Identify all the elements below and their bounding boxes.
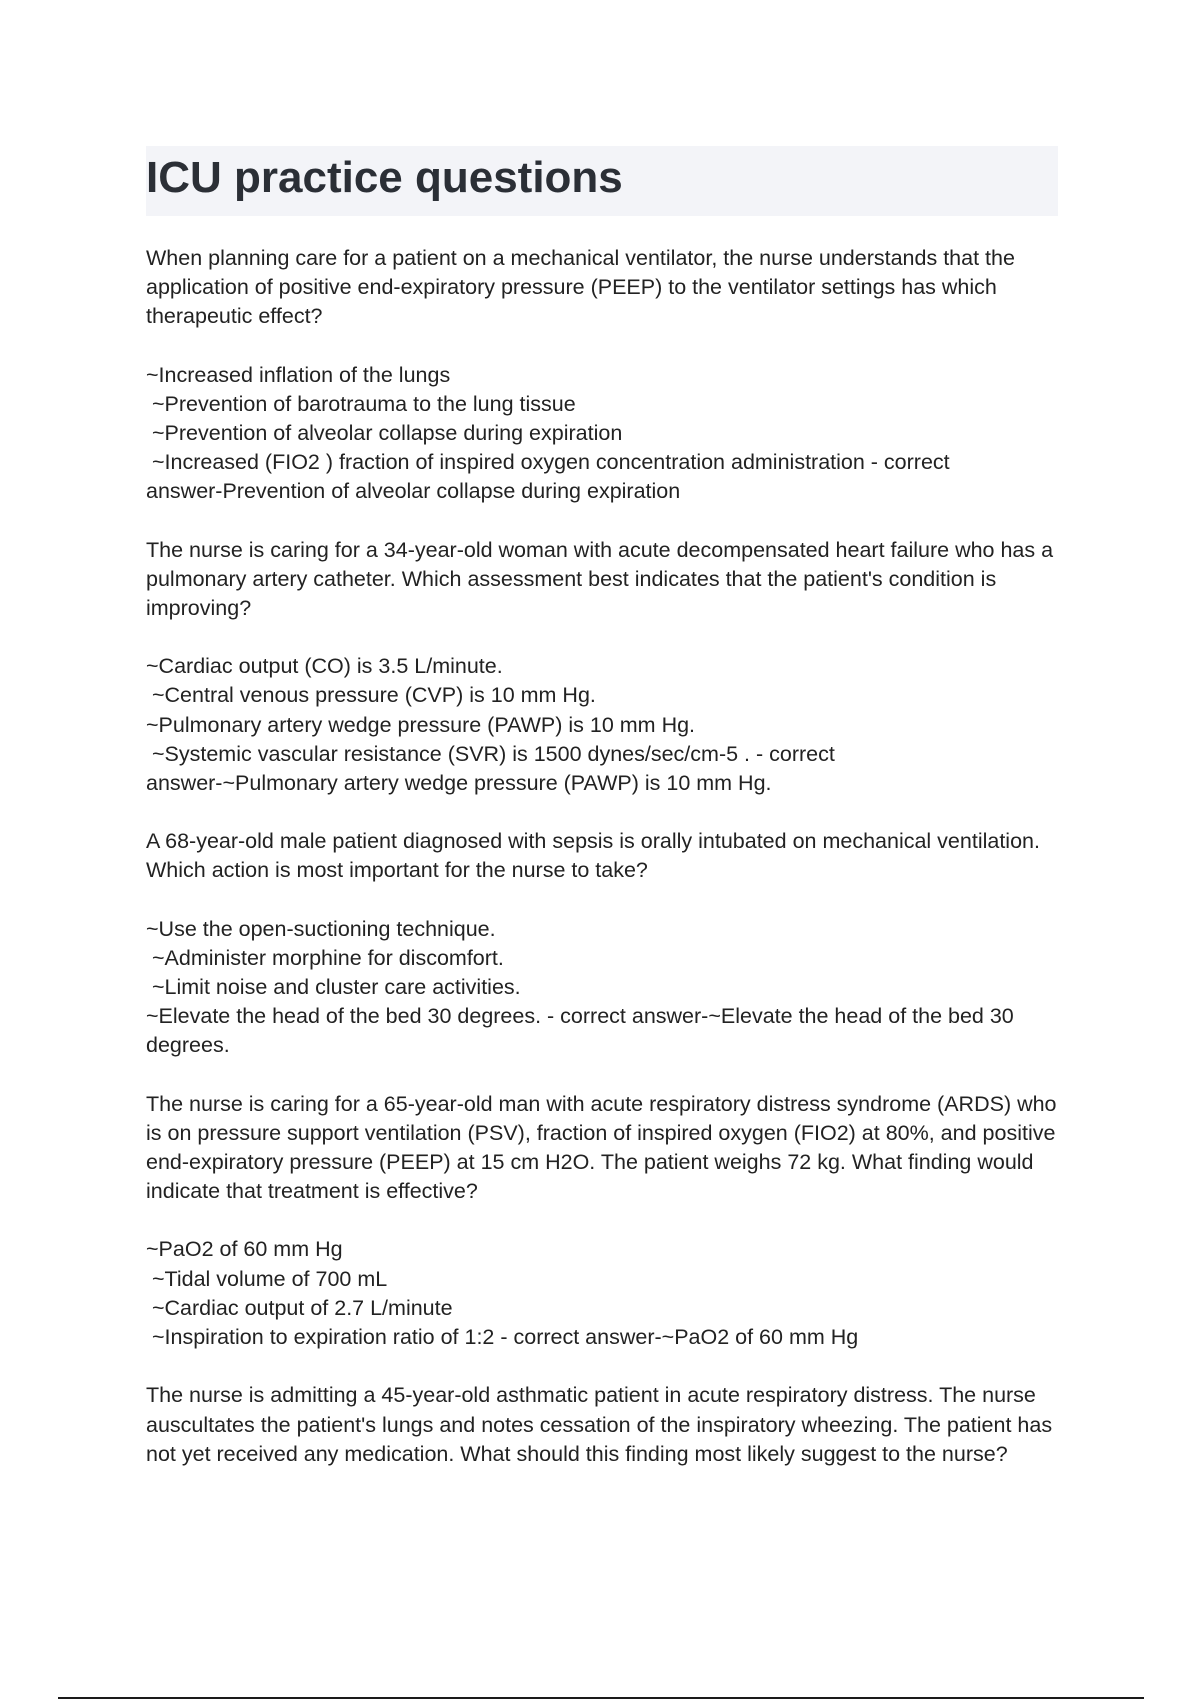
answer-options: [146, 361, 1058, 507]
answer-options: [146, 915, 1058, 1061]
option-line: ~Central venous pressure (CVP) is 10 mm Hg.: [146, 683, 596, 708]
option-line: ~Increased (FIO2 ) fraction of inspired oxygen concentration administration - correct: [146, 450, 950, 475]
option-line: ~Pulmonary artery wedge pressure (PAWP) is 10 mm Hg.: [146, 712, 696, 737]
question-text: When planning care for a patient on a mechanical ventilator, the nurse understands that the application of positive end-expiratory pressure (PEEP) to the ventilator settings has which therapeutic effect?: [146, 246, 1015, 329]
correct-answer-line: degrees.: [146, 1033, 230, 1058]
question-text: The nurse is caring for a 65-year-old man with acute respiratory distress syndrome (ARDS) who is on pressure support ventilation (PSV), fraction of inspired oxygen (FIO2) at 80%, and positive end-expiratory pressure (PEEP) at 15 cm H2O. The patient weighs 72 kg. What finding would indicate that treatment is effective?: [146, 1091, 1057, 1204]
title-banner: [146, 146, 1058, 216]
correct-answer-line: answer-Prevention of alveolar collapse during expiration: [146, 479, 681, 504]
option-line: ~PaO2 of 60 mm Hg: [146, 1237, 343, 1262]
option-line: ~Administer morphine for discomfort.: [146, 945, 504, 970]
option-line: ~Limit noise and cluster care activities.: [146, 975, 521, 1000]
option-line: ~Tidal volume of 700 mL: [146, 1266, 388, 1291]
option-line: ~Increased inflation of the lungs: [146, 362, 451, 387]
option-line: ~Use the open-suctioning technique.: [146, 916, 496, 941]
question-stem: [146, 1381, 1058, 1469]
option-line: ~Elevate the head of the bed 30 degrees. - correct answer-~Elevate the head of the bed 30: [146, 1004, 1014, 1029]
question-text: The nurse is admitting a 45-year-old asthmatic patient in acute respiratory distress. The nurse auscultates the patient's lungs and notes cessation of the inspiratory wheezing. The patient has not yet received any medication. What should this finding most likely suggest to the nurse?: [146, 1383, 1053, 1466]
question-text: A 68-year-old male patient diagnosed with sepsis is orally intubated on mechanical ventilation. Which action is most important for the nurse to take?: [146, 829, 1040, 883]
answer-options: [146, 1235, 1058, 1352]
question-stem: [146, 827, 1058, 885]
option-line: ~Systemic vascular resistance (SVR) is 1500 dynes/sec/cm-5 . - correct: [146, 741, 835, 766]
page-title: ICU practice questions: [146, 153, 623, 202]
document-page: [146, 146, 1058, 1498]
option-line: ~Cardiac output (CO) is 3.5 L/minute.: [146, 654, 503, 679]
option-line: ~Prevention of alveolar collapse during expiration: [146, 421, 623, 446]
question-stem: [146, 244, 1058, 332]
footer-divider: [58, 1697, 1144, 1699]
answer-options: [146, 652, 1058, 798]
question-text: The nurse is caring for a 34-year-old woman with acute decompensated heart failure who has a pulmonary artery catheter. Which assessment best indicates that the patient's condition is improving?: [146, 537, 1054, 621]
option-line: ~Cardiac output of 2.7 L/minute: [146, 1295, 453, 1320]
option-line: ~Inspiration to expiration ratio of 1:2 - correct answer-~PaO2 of 60 mm Hg: [146, 1325, 859, 1350]
correct-answer-line: answer-~Pulmonary artery wedge pressure (PAWP) is 10 mm Hg.: [146, 771, 772, 796]
question-stem: [146, 536, 1058, 624]
option-line: ~Prevention of barotrauma to the lung tissue: [146, 391, 576, 416]
question-stem: [146, 1090, 1058, 1207]
